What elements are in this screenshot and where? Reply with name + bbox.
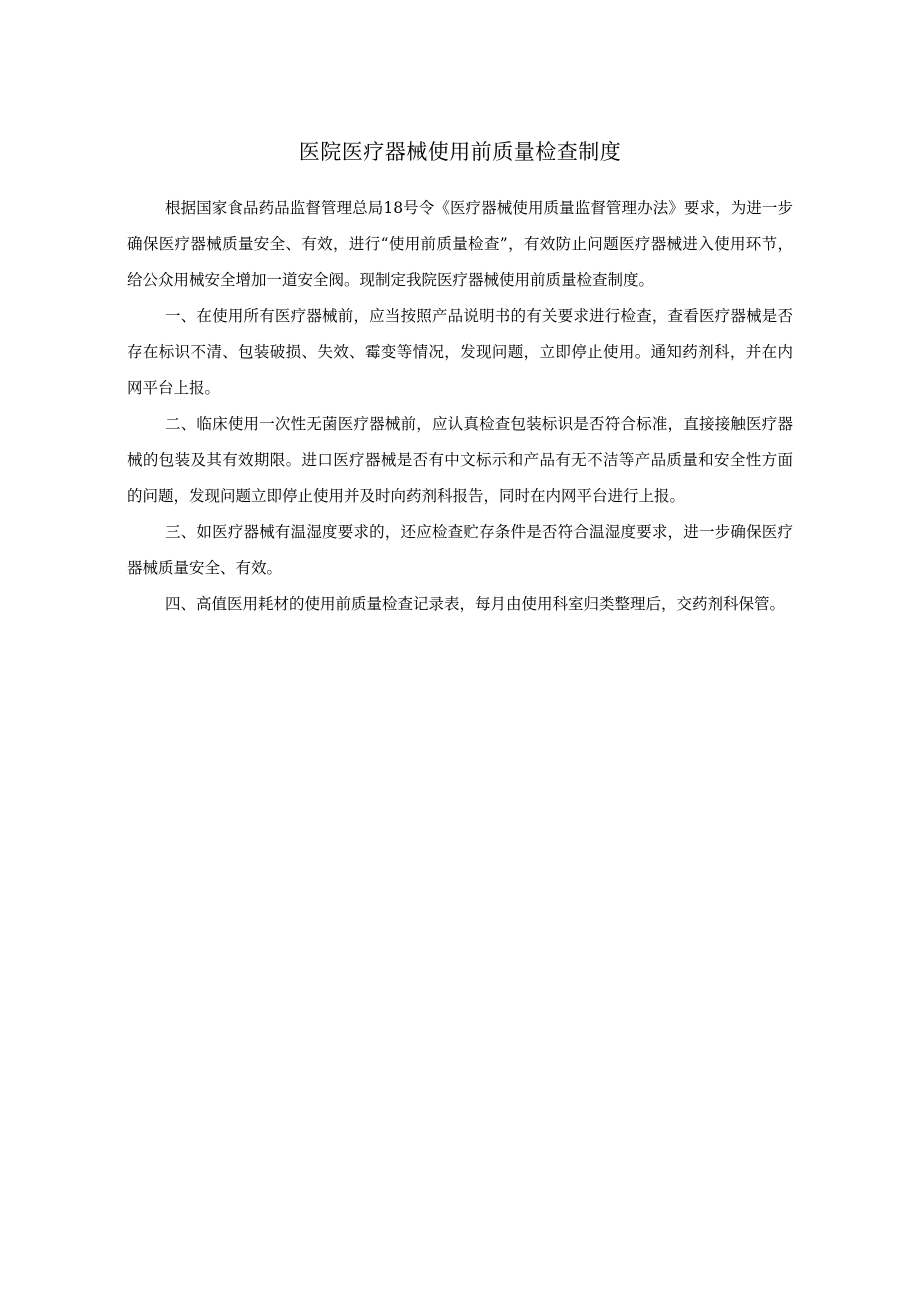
paragraph-rule-3: 三、如医疗器械有温湿度要求的，还应检查贮存条件是否符合温湿度要求，进一步确保医疗器械质量安全、有效。 bbox=[127, 523, 793, 577]
document-title: 医院医疗器械使用前质量检查制度 bbox=[298, 140, 622, 164]
paragraph-rule-1: 一、在使用所有医疗器械前，应当按照产品说明书的有关要求进行检查，查看医疗器械是否存在标识不清、包装破损、失效、霉变等情况，发现问题，立即停止使用。通知药剂科，并在内网平台上报。 bbox=[127, 307, 793, 397]
paragraph-rule-2: 二、临床使用一次性无菌医疗器械前，应认真检查包装标识是否符合标准，直接接触医疗器械的包装及其有效期限。进口医疗器械是否有中文标示和产品有无不洁等产品质量和安全性方面的问题，发现问题立即停止使用并及时向药剂科报告，同时在内网平台进行上报。 bbox=[127, 415, 793, 505]
paragraph-intro: 根据国家食品药品监督管理总局18号令《医疗器械使用质量监督管理办法》要求，为进一步确保医疗器械质量安全、有效，进行“使用前质量检查”，有效防止问题医疗器械进入使用环节，给公众用械安全增加一道安全阀。现制定我院医疗器械使用前质量检查制度。 bbox=[127, 199, 793, 289]
paragraph-rule-4: 四、高值医用耗材的使用前质量检查记录表，每月由使用科室归类整理后，交药剂科保管。 bbox=[165, 595, 786, 613]
document-body bbox=[127, 190, 793, 622]
